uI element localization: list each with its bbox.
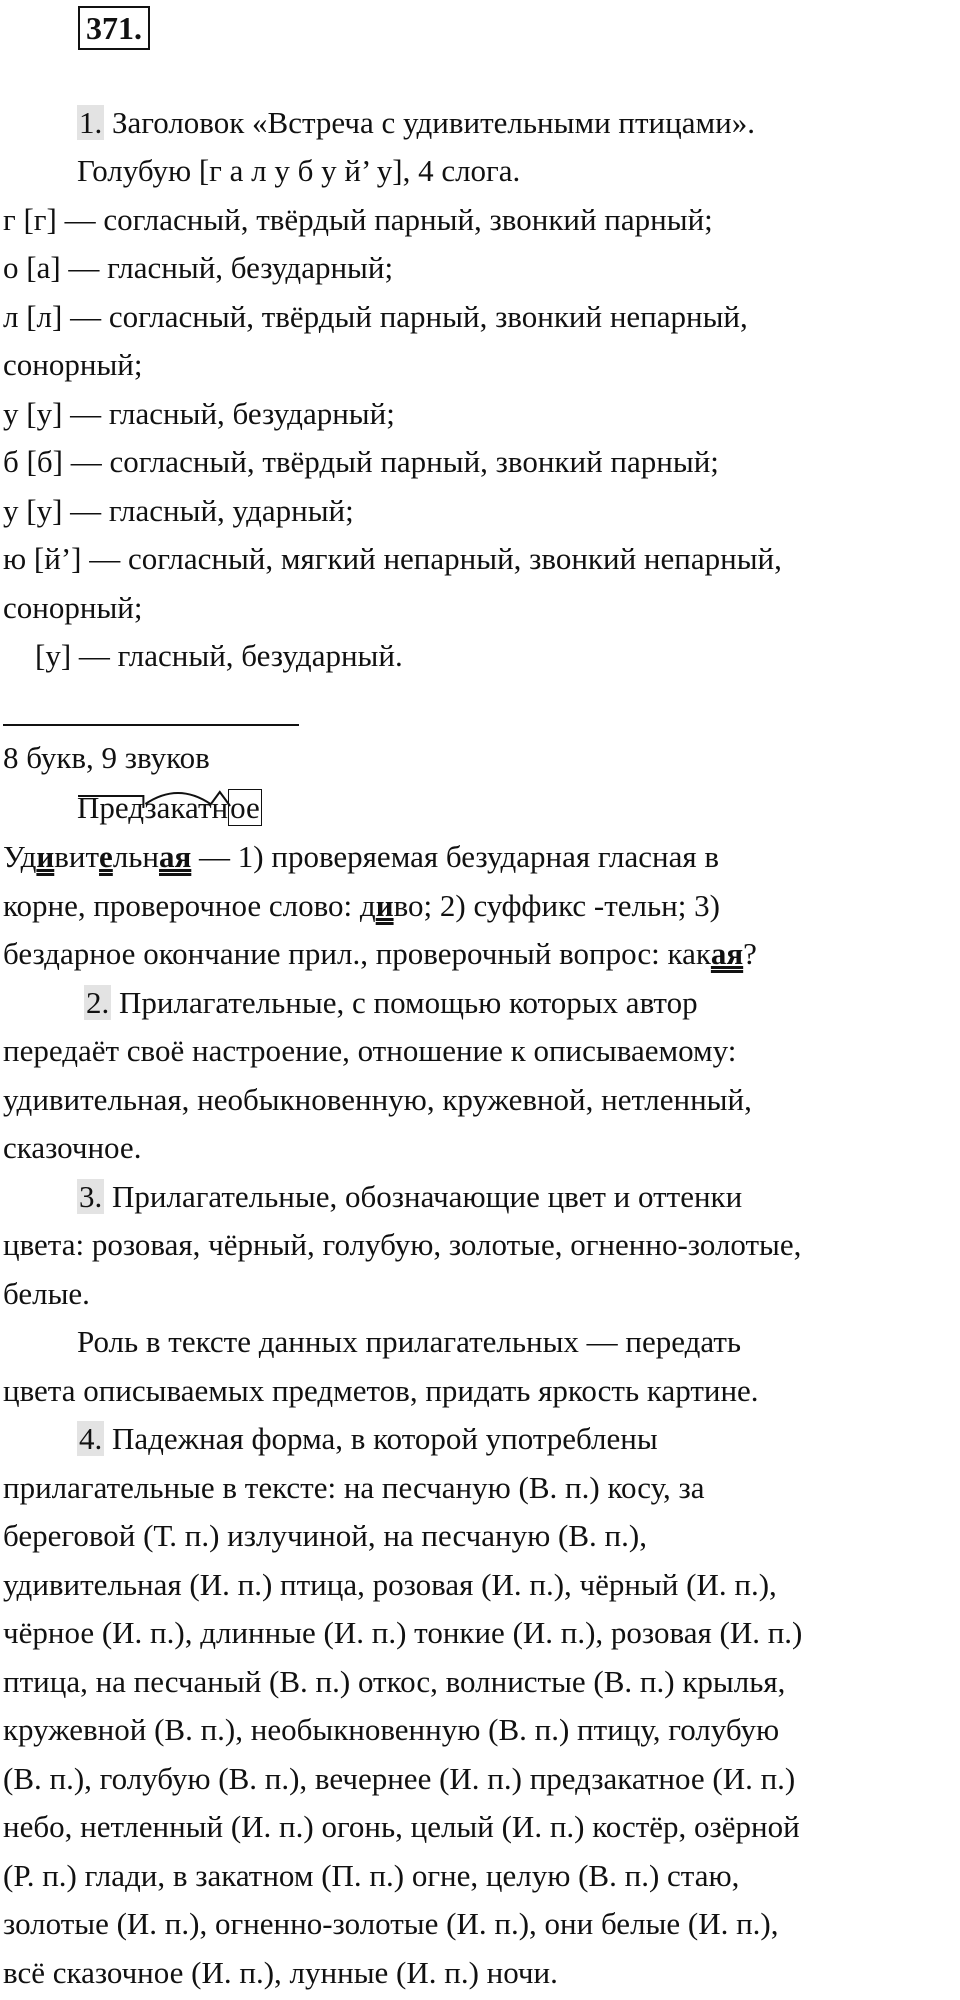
marked-letter: е — [99, 839, 113, 874]
task-number-box: 371. — [78, 6, 150, 50]
line-13: 8 букв, 9 звуков — [3, 740, 210, 775]
line-30: удивительная (И. п.) птица, розовая (И. п.), чёрный (И. п.), — [3, 1567, 777, 1602]
line-22 — [77, 1177, 742, 1217]
line-18-text: Прилагательные, с помощью которых автор — [111, 985, 698, 1020]
line-32: птица, на песчаный (В. п.) откос, волнистые (В. п.) крылья, — [3, 1664, 786, 1699]
morpheme-suffix: н — [211, 790, 229, 825]
line-18 — [84, 983, 698, 1023]
line-21: сказочное. — [3, 1130, 142, 1165]
text-fragment: вит — [54, 839, 100, 874]
line-27-text: Падежная форма, в которой употреблены — [104, 1421, 658, 1456]
line-33: кружевной (В. п.), необыкновенную (В. п.) птицу, голубую — [3, 1712, 780, 1747]
text-fragment: во; 2) суффикс -тельн; 3) — [393, 888, 720, 923]
morpheme-ending: ое — [230, 790, 260, 825]
line-2: Голубую [г а л у б у й’ у], 4 слога. — [77, 153, 521, 188]
line-9: у [у] — гласный, ударный; — [3, 493, 354, 528]
line-10: ю [й’] — согласный, мягкий непарный, звонкий непарный, — [3, 541, 782, 576]
morpheme-root: закат — [144, 790, 212, 825]
suffix-mark — [210, 792, 231, 806]
marked-letter: и — [375, 888, 394, 923]
line-20: удивительная, необыкновенную, кружевной, нетленный, — [3, 1082, 752, 1117]
line-3: г [г] — согласный, твёрдый парный, звонкий парный; — [3, 202, 713, 237]
line-35: небо, нетленный (И. п.) огонь, целый (И. п.) костёр, озёрной — [3, 1809, 800, 1844]
line-26: цвета описываемых предметов, придать яркость картине. — [3, 1373, 759, 1408]
line-22-text: Прилагательные, обозначающие цвет и оттенки — [104, 1179, 743, 1214]
line-38: всё сказочное (И. п.), лунные (И. п.) ночи. — [3, 1955, 558, 1990]
line-7: у [у] — гласный, безударный; — [3, 396, 395, 431]
line-4: о [а] — гласный, безударный; — [3, 250, 394, 285]
text-fragment: Уд — [3, 839, 37, 874]
line-5: л [л] — согласный, твёрдый парный, звонкий непарный, — [3, 299, 748, 334]
root-arc — [145, 793, 210, 804]
marked-ending: ая — [159, 839, 192, 874]
item-number-1: 1. — [79, 105, 103, 140]
morpheme-prefix: Пред — [77, 790, 145, 825]
line-8: б [б] — согласный, твёрдый парный, звонкий парный; — [3, 444, 719, 479]
line-12: [у] — гласный, безударный. — [35, 638, 403, 673]
line-27 — [77, 1419, 658, 1459]
line-28: прилагательные в тексте: на песчаную (В. п.) косу, за — [3, 1470, 705, 1505]
line-36: (Р. п.) глади, в закатном (П. п.) огне, целую (В. п.) стаю, — [3, 1858, 740, 1893]
line-1-text: Заголовок «Встреча с удивительными птицами». — [104, 105, 755, 140]
item-number-3: 3. — [79, 1179, 103, 1214]
line-16 — [3, 886, 720, 926]
item-number-2: 2. — [86, 985, 110, 1020]
line-31: чёрное (И. п.), длинные (И. п.) тонкие (И. п.), розовая (И. п.) — [3, 1615, 803, 1650]
line-15 — [3, 837, 719, 877]
item-number-4: 4. — [79, 1421, 103, 1456]
text-fragment: льн — [112, 839, 160, 874]
text-fragment: ? — [743, 936, 757, 971]
line-11: сонорный; — [3, 590, 143, 625]
marked-letter: и — [36, 839, 55, 874]
text-fragment: корне, проверочное слово: д — [3, 888, 376, 923]
marked-ending: ая — [710, 936, 744, 971]
text-fragment: бездарное окончание прил., проверочный вопрос: как — [3, 936, 711, 971]
line-25: Роль в тексте данных прилагательных — передать — [77, 1324, 742, 1359]
line-37: золотые (И. п.), огненно-золотые (И. п.), они белые (И. п.), — [3, 1906, 779, 1941]
text-fragment: — 1) проверяемая безударная гласная в — [191, 839, 720, 874]
line-34: (В. п.), голубую (В. п.), вечернее (И. п.) предзакатное (И. п.) — [3, 1761, 796, 1796]
line-17 — [3, 934, 757, 974]
line-6: сонорный; — [3, 347, 143, 382]
prefix-mark — [78, 796, 143, 808]
line-29: береговой (Т. п.) излучиной, на песчаную (В. п.), — [3, 1518, 647, 1553]
line-19: передаёт своё настроение, отношение к описываемому: — [3, 1033, 737, 1068]
line-24: белые. — [3, 1276, 90, 1311]
line-23: цвета: розовая, чёрный, голубую, золотые, огненно-золотые, — [3, 1227, 802, 1262]
